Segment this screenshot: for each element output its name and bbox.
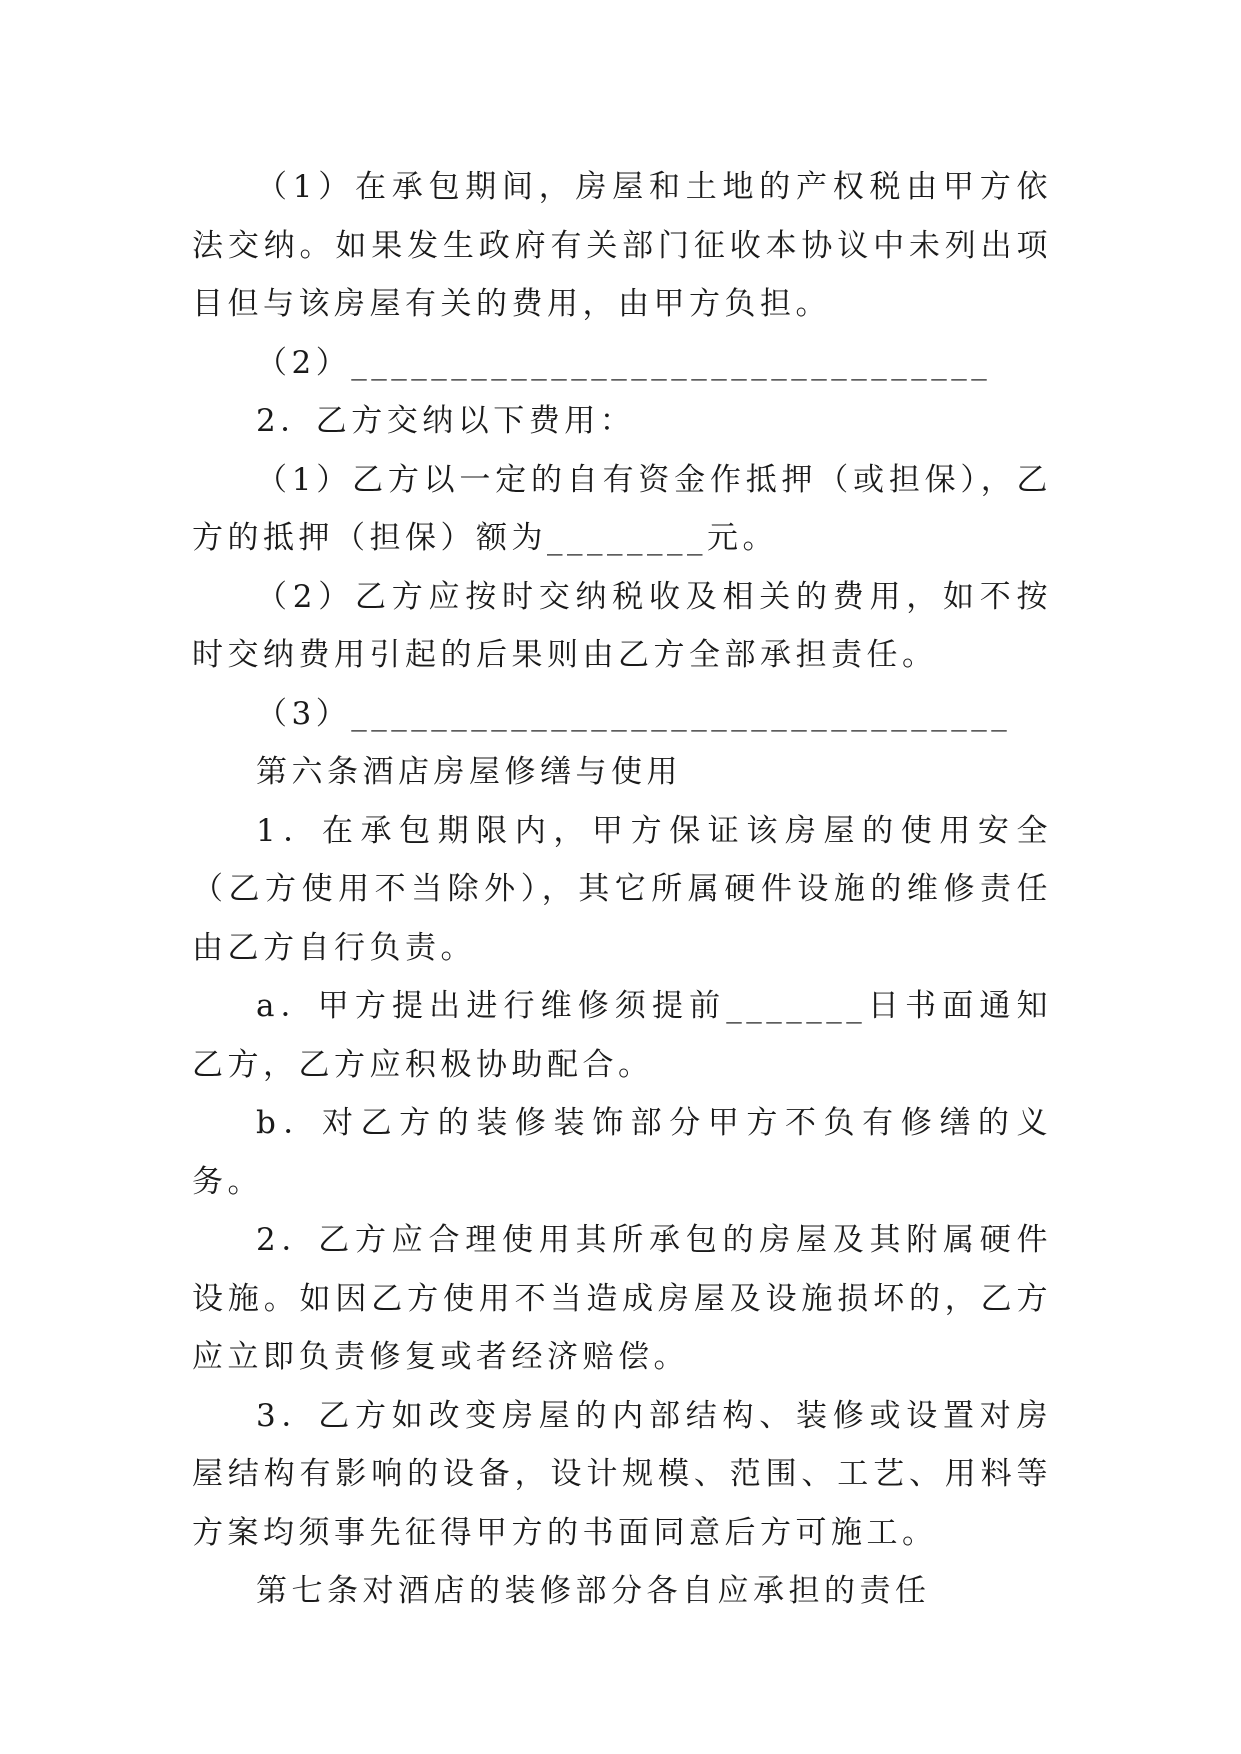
paragraph-proper-use: 2．乙方应合理使用其所承包的房屋及其附属硬件设施。如因乙方使用不当造成房屋及设施损坏的，乙方应立即负责修复或者经济赔偿。: [192, 1222, 1052, 1375]
paragraph-party-b-blank-3: （3）_________________________________: [256, 695, 1012, 732]
paragraph-decoration-repair: b．对乙方的装修装饰部分甲方不负有修缮的义务。: [192, 1105, 1052, 1200]
paragraph-structural-changes: 3．乙方如改变房屋的内部结构、装修或设置对房屋结构有影响的设备，设计规模、范围、工艺、用料等方案均须事先征得甲方的书面同意后方可施工。: [192, 1397, 1052, 1551]
paragraph-taxes-on-time: （2）乙方应按时交纳税收及相关的费用，如不按时交纳费用引起的后果则由乙方全部承担责任。: [192, 578, 1052, 673]
paragraph-property-tax: （1）在承包期间，房屋和土地的产权税由甲方依法交纳。如果发生政府有关部门征收本协议中未列出项目但与该房屋有关的费用，由甲方负担。: [192, 169, 1052, 322]
document-body: [192, 158, 1052, 1621]
paragraph-repair-notice: a．甲方提出进行维修须提前_______日书面通知乙方，乙方应积极协助配合。: [192, 988, 1052, 1083]
paragraph-building-safety: 1．在承包期限内，甲方保证该房屋的使用安全（乙方使用不当除外），其它所属硬件设施的维修责任由乙方自行负责。: [192, 812, 1052, 966]
paragraph-deposit: （1）乙方以一定的自有资金作抵押（或担保），乙方的抵押（担保）额为________元。: [192, 461, 1052, 556]
article-six-heading: 第六条酒店房屋修缮与使用: [256, 754, 682, 790]
article-seven-heading: 第七条对酒店的装修部分各自应承担的责任: [256, 1573, 931, 1609]
paragraph-party-a-blank-2: （2）________________________________: [256, 344, 992, 381]
paragraph-party-b-fees-heading: 2．乙方交纳以下费用：: [256, 403, 636, 439]
